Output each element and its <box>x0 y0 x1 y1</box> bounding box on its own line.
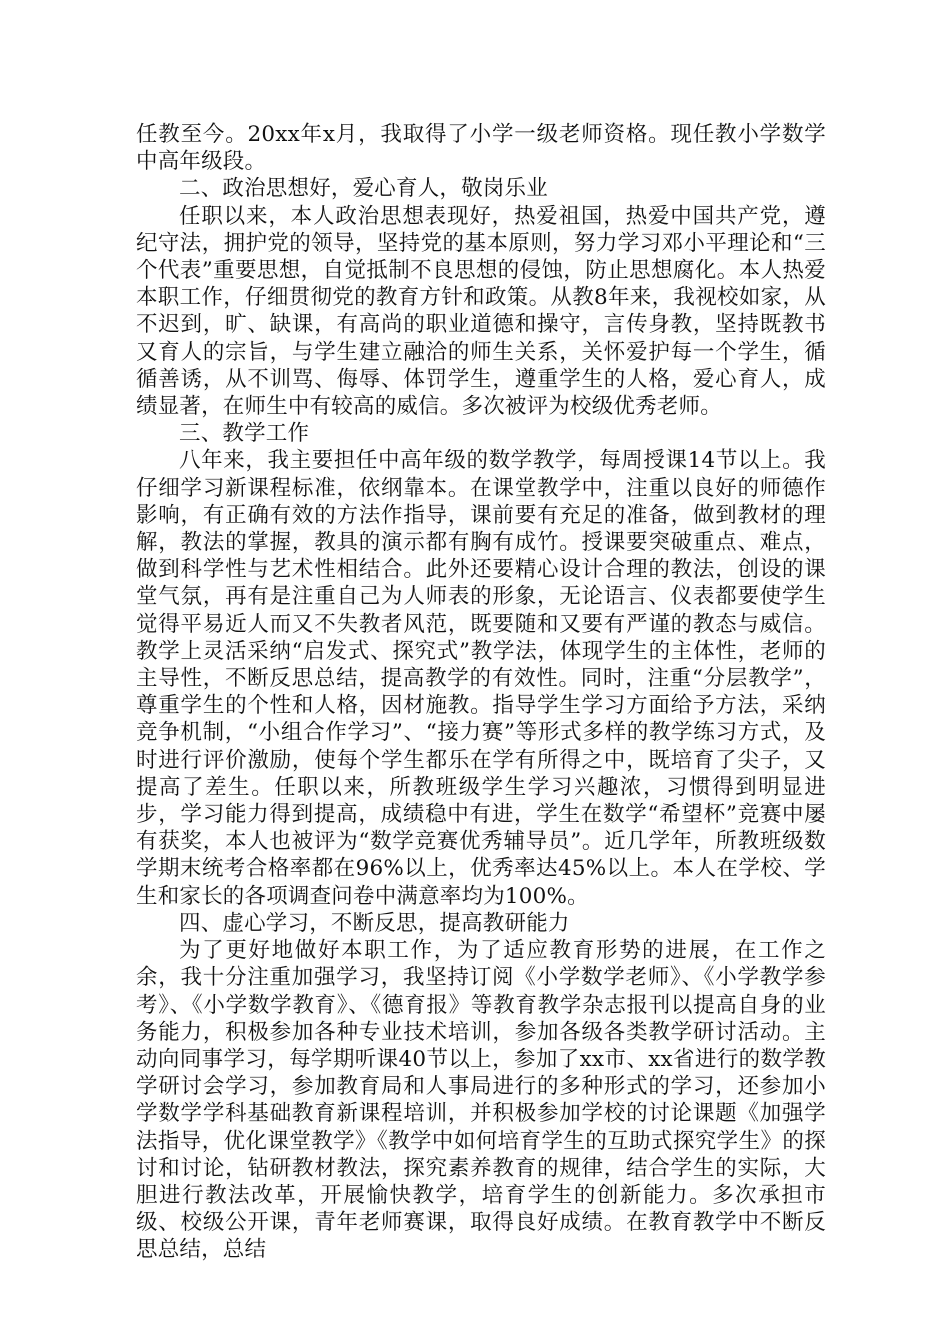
paragraph-political: 任职以来，本人政治思想表现好，热爱祖国，热爱中国共产党，遵纪守法，拥护党的领导，坚持党的基本原则，努力学习邓小平理论和“三个代表”重要思想，自觉抵制不良思想的侵蚀，防止思想腐化。本人热爱本职工作，仔细贯彻党的教育方针和政策。从教8年来，我视校如家，从不迟到，旷、缺课，有高尚的职业道德和操守，言传身教，坚持既教书又育人的宗旨，与学生建立融洽的师生关系，关怀爱护每一个学生，循循善诱，从不训骂、侮辱、体罚学生，遵重学生的人格，爱心育人，成绩显著，在师生中有较高的威信。多次被评为校级优秀老师。 <box>136 203 826 420</box>
section-heading-political: 二、政治思想好，爱心育人，敬岗乐业 <box>179 176 548 202</box>
document-page <box>136 121 826 1264</box>
paragraph-research: 为了更好地做好本职工作，为了适应教育形势的进展，在工作之余，我十分注重加强学习，我坚持订阅《小学数学老师》、《小学教学参考》、《小学数学教育》、《德育报》等教育教学杂志报刊以提高自身的业务能力，积极参加各种专业技术培训，参加各级各类教学研讨活动。主动向同事学习，每学期听课40节以上，参加了xx市、xx省进行的数学教学研讨会学习，参加教育局和人事局进行的多种形式的学习，还参加小学数学学科基础教育新课程培训，并积极参加学校的讨论课题《加强学法指导，优化课堂教学》《教学中如何培育学生的互助式探究学生》的探讨和讨论，钻研教材教法，探究素养教育的规律，结合学生的实际，大胆进行教法改革，开展愉快教学，培育学生的创新能力。多次承担市级、校级公开课，青年老师赛课，取得良好成绩。在教育教学中不断反思总结，总结 <box>136 938 826 1263</box>
section-heading-teaching: 三、教学工作 <box>179 421 310 447</box>
paragraph-teaching: 八年来，我主要担任中高年级的数学教学，每周授课14节以上。我仔细学习新课程标准，依纲靠本。在课堂教学中，注重以良好的师德作影响，有正确有效的方法作指导，课前要有充足的准备，做到教材的理解，教法的掌握，教具的演示都有胸有成竹。授课要突破重点、难点，做到科学性与艺术性相结合。此外还要精心设计合理的教法，创设的课堂气氛，再有是注重自己为人师表的形象，无论语言、仪表都要使学生觉得平易近人而又不失教者风范，既要随和又要有严谨的教态与威信。教学上灵活采纳“启发式、探究式”教学法，体现学生的主体性，老师的主导性，不断反思总结，提高教学的有效性。同时，注重“分层教学”，尊重学生的个性和人格，因材施教。指导学生学习方面给予方法，采纳竞争机制，“小组合作学习”、“接力赛”等形式多样的教学练习方式，及时进行评价激励，使每个学生都乐在学有所得之中，既培育了尖子，又提高了差生。任职以来，所教班级学生学习兴趣浓，习惯得到明显进步，学习能力得到提高，成绩稳中有进，学生在数学“希望杯”竞赛中屡有获奖，本人也被评为“数学竞赛优秀辅导员”。近几学年，所教班级数学期末统考合格率都在96%以上，优秀率达45%以上。本人在学校、学生和家长的各项调查问卷中满意率均为100%。 <box>136 448 826 909</box>
section-heading-research: 四、虚心学习，不断反思，提高教研能力 <box>179 910 570 936</box>
paragraph-intro-continuation: 任教至今。20xx年x月，我取得了小学一级老师资格。现任教小学数学中高年级段。 <box>136 122 826 175</box>
